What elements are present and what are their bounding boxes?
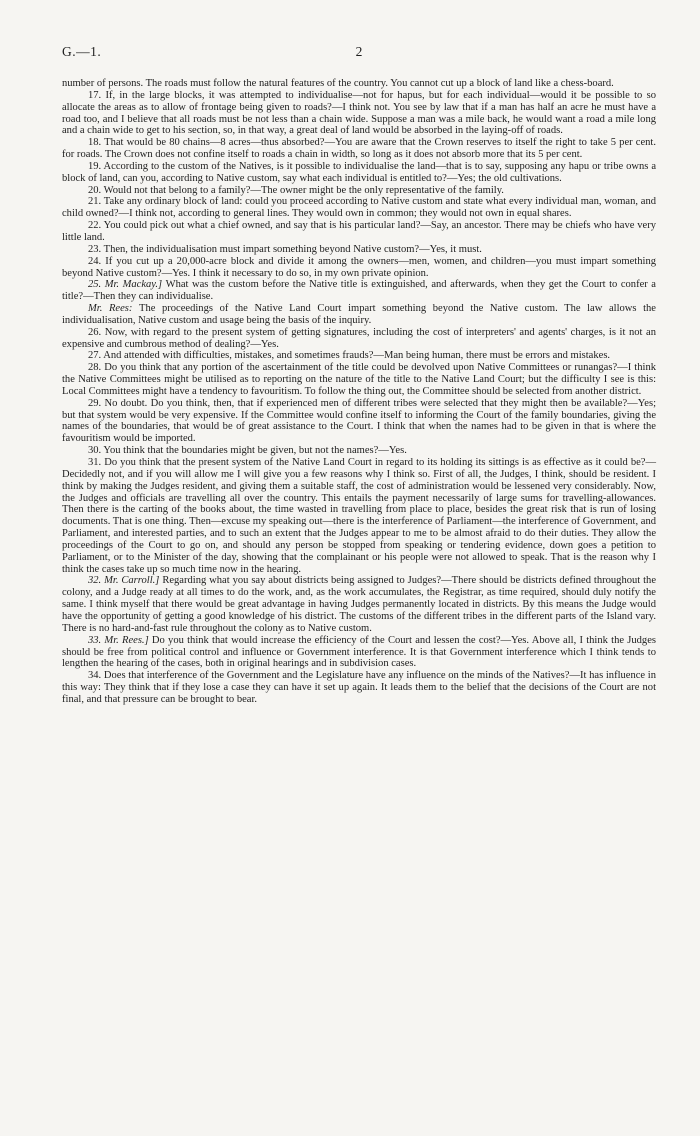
page-number: 2 (355, 44, 363, 59)
paragraph (62, 78, 656, 90)
paragraph (62, 327, 656, 351)
paragraph-text: Do you think that would increase the efficiency of the Court and lessen the cost?—Yes. Above all, I think the Judges should be free from political control and influence or Government interference. It is that Government interference which I think tends to lengthen the hearing of the cases, both in original hearings and in subdivision cases. (62, 634, 656, 670)
paragraph-text: 21. Take any ordinary block of land: could you proceed according to Native custom and state what every individual man, woman, and child owned?—I think not, according to general lines. They would own in common; they would not own in equal shares. (62, 196, 656, 220)
paragraph (62, 185, 656, 197)
speaker-label: 32. Mr. Carroll.] (88, 575, 163, 587)
document-reference: G.—1. (62, 44, 102, 59)
paragraph (62, 244, 656, 256)
paragraph (62, 137, 656, 161)
paragraph-text: number of persons. The roads must follow the natural features of the country. You cannot cut up a block of land like a chess-board. (62, 78, 614, 89)
paragraph (62, 279, 656, 303)
document-body (62, 78, 656, 706)
paragraph (62, 161, 656, 185)
paragraph (62, 196, 656, 220)
paragraph (62, 256, 656, 280)
speaker-label: 33. Mr. Rees.] (88, 634, 152, 646)
paragraph-text: 30. You think that the boundaries might be given, but not the names?—Yes. (88, 445, 407, 457)
paragraph (62, 398, 656, 445)
paragraph-text: 31. Do you think that the present system of the Native Land Court in regard to its holding its sittings is as effective as it could be?—Decidedly not, and if you will allow me I will give you a few reasons why I think so. First of all, the Judges, I think, should be resident. I think by making the Judges resident, and giving them a suitable staff, the cost of administration would be lessened very considerably. Now, the Judges and officials are travelling all over the country. This entails the payment necessarily of large sums for travelling-allowances. Then there is the carting of the books about, the time wasted in travelling from place to place, besides the great risk that is run of losing documents. That is one thing. Then—excuse my speaking out—there is the interference of Parliament—the interference of Government, and Parliament, and interested parties, and to such an extent that the Judges appear to me to be almost afraid to do their duties. They allow the proceedings of the Court to go on, and should any person be stopped from speaking or tendering evidence, down goes a petition to Parliament, or to the Minister of the day, showing that the complainant or his people were not allowed to speak. That is the reason why I think the cases take up so much time now in the hearing. (62, 457, 656, 575)
paragraph (62, 457, 656, 575)
paragraph-text: Regarding what you say about districts being assigned to Judges?—There should be districts defined throughout the colony, and a Judge ready at all times to do the work, and, as the work accumulates, the Registrar, as time required, should duly notify the same. I think myself that there would be great advantage in having Judges permanently located in districts. By this means the Judge would have the opportunity of getting a good knowledge of his district. The customs of the different tribes in the different parts of the Island vary. There is no hard-and-fast rule throughout the colony as to Native custom. (62, 575, 657, 634)
paragraph (62, 445, 656, 457)
paragraph (62, 635, 656, 671)
speaker-label: 25. Mr. Mackay.] (88, 279, 166, 291)
paragraph-text: 26. Now, with regard to the present system of getting signatures, including the cost of interpreters' and agents' charges, is it not an expensive and cumbrous method of dealing?—Yes. (62, 326, 656, 350)
paragraph-text: 20. Would not that belong to a family?—The owner might be the only representative of the family. (88, 184, 504, 196)
paragraph-text: 34. Does that interference of the Government and the Legislature have any influence on the minds of the Natives?—It has influence in this way: They think that if they lose a case they can have it set up again. It leads them to the belief that the decisions of the Court are not final, and that pressure can be brought to bear. (62, 670, 656, 705)
paragraph-text: 29. No doubt. Do you think, then, that if experienced men of different tribes were selected that they might then be available?—Yes; but that system would be very expensive. If the Committee would confine itself to informing the Court of the family boundaries, giving the names of the boundaries, that would be of great assistance to the Court. I think that when the names had to be given in that is where the favouritism would be imported. (62, 397, 656, 445)
paragraph (62, 350, 656, 362)
paragraph (62, 670, 656, 706)
paragraph (62, 575, 656, 634)
paragraph-text: The proceedings of the Native Land Court impart something beyond the Native custom. The law allows the individualisation, Native custom and usage being the basis of the inquiry. (62, 303, 656, 326)
paragraph-text: 18. That would be 80 chains—8 acres—thus absorbed?—You are aware that the Crown reserves to itself the right to take 5 per cent. for roads. The Crown does not confine itself to roads a chain in width, so long as it does not absorb more that its 5 per cent. (62, 137, 656, 161)
paragraph-text: 27. And attended with difficulties, mistakes, and sometimes frauds?—Man being human, there must be errors and mistakes. (88, 350, 611, 362)
paragraph-text: What was the custom before the Native title is extinguished, and afterwards, when they get the Court to confer a title?—Then they can individualise. (62, 279, 656, 303)
paragraph-text: 24. If you cut up a 20,000-acre block and divide it among the owners—men, women, and children—you must impart something beyond Native custom?—Yes. I think it necessary to do so, in my own private opinion. (62, 255, 656, 279)
paragraph (62, 303, 656, 327)
paragraph-text: 22. You could pick out what a chief owned, and say that is his particular land?—Say, an ancestor. There may be chiefs who have very little land. (62, 220, 656, 243)
paragraph-text: 17. If, in the large blocks, it was attempted to individualise—not for hapus, but for each individual—would it be possible to so allocate the areas as to allow of frontage being given to roads?—I think not. You see by law that if a man has half an acre he must have a road too, and I believe that all roads must be not less than a chain wide. Suppose a man was a mile back, he would want a road a mile long and a chain wide to get to his section, so, in that way, a great deal of land would be absorbed in the laying-off of roads. (62, 89, 656, 137)
page-header (62, 0, 656, 78)
paragraph (62, 362, 656, 398)
speaker-label: Mr. Rees: (88, 303, 139, 315)
paragraph-text: 23. Then, the individualisation must impart something beyond Native custom?—Yes, it must. (88, 243, 482, 255)
paragraph-text: 28. Do you think that any portion of the ascertainment of the title could be devolved upon Native Committees or runangas?—I think the Native Committees might be utilised as to reporting on the nature of the title to the Native Land Court; but the difficulty I see is this: Local Committees might have a tendency to favouritism. To follow the thing out, the Committee should be selected from another district. (62, 362, 656, 397)
paragraph (62, 220, 656, 244)
paragraph-text: 19. According to the custom of the Natives, is it possible to individualise the land—that is to say, supposing any hapu or tribe owns a block of land, can you, according to Native custom, say what each individual is entitled to?—Yes; the old cultivations. (62, 160, 656, 184)
paragraph (62, 90, 656, 137)
